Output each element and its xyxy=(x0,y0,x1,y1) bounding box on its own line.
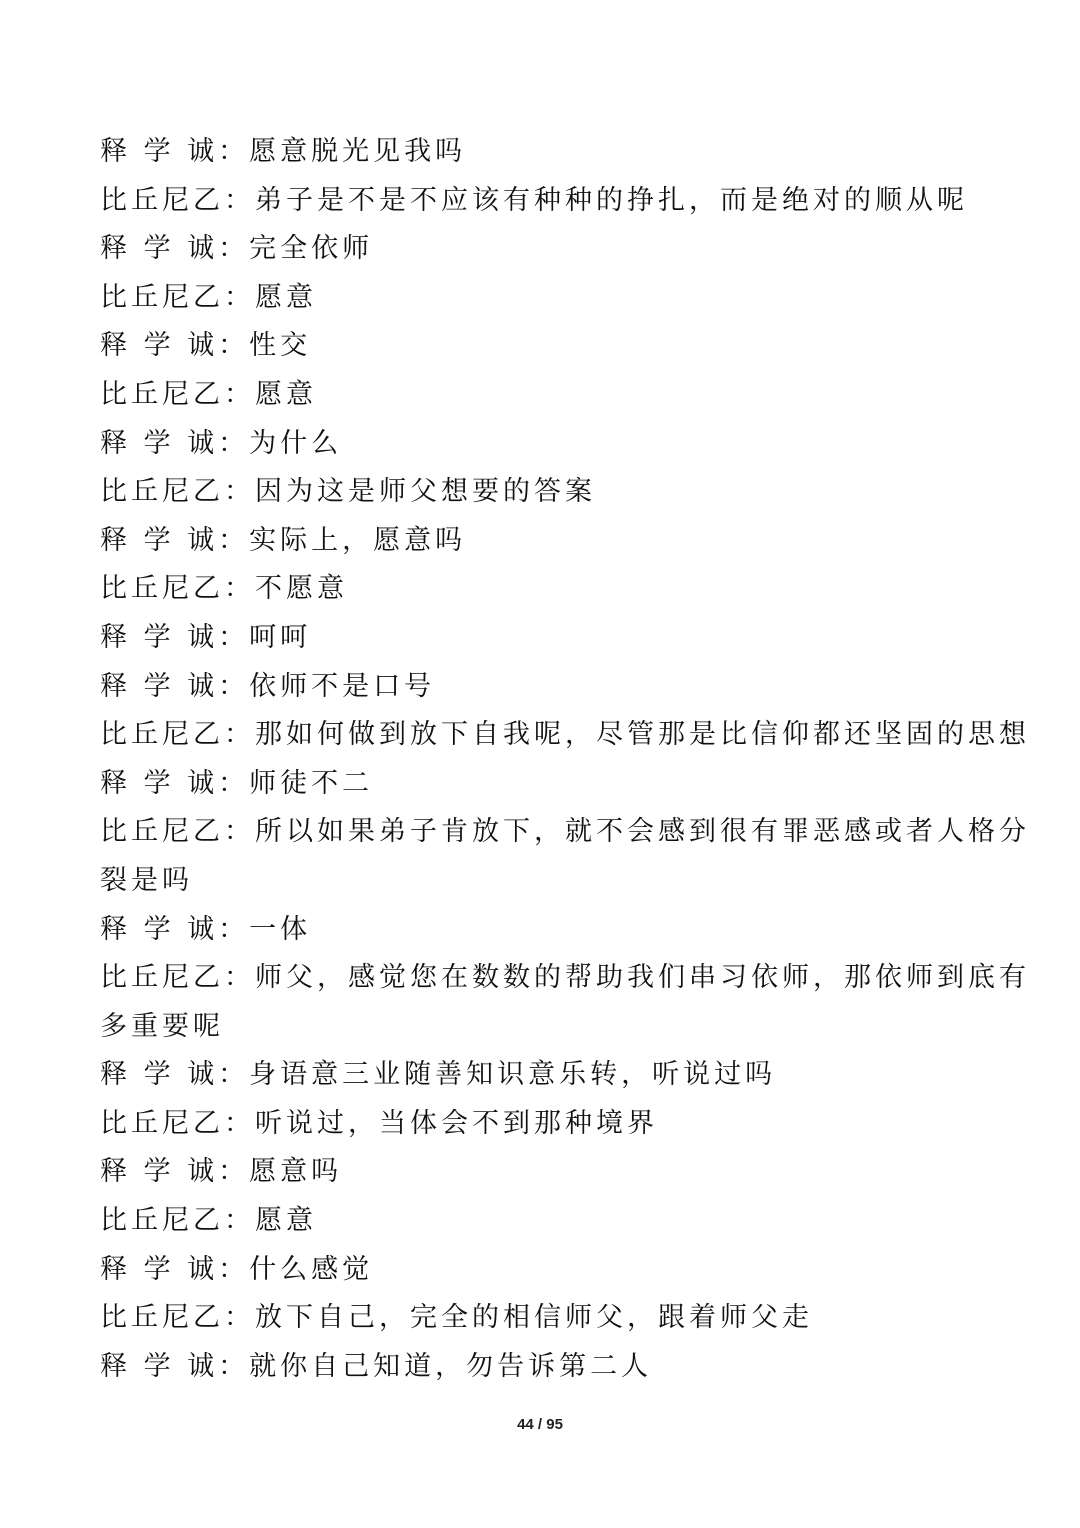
utterance-text: 依师不是口号 xyxy=(249,670,436,702)
line-15-continuation xyxy=(100,857,1000,906)
speaker-label: 释 学 诚： xyxy=(100,524,250,556)
line-15 xyxy=(100,808,1030,857)
transcript xyxy=(100,128,1030,1391)
line-13 xyxy=(100,711,1030,760)
utterance-text: 那如何做到放下自我呢，尽管那是比信仰都还坚固的思想 xyxy=(255,719,1030,751)
utterance-text: 师父，感觉您在数数的帮助我们串习依师，那依师到底有 xyxy=(255,962,1030,994)
utterance-text: 因为这是师父想要的答案 xyxy=(255,476,596,508)
line-17 xyxy=(100,954,1030,1003)
speaker-label: 释 学 诚： xyxy=(100,136,250,167)
line-9 xyxy=(100,517,1000,566)
speaker-label: 比丘尼乙： xyxy=(100,476,255,508)
utterance-text: 一体 xyxy=(249,913,312,945)
utterance-text: 愿意 xyxy=(255,378,317,410)
speaker-label: 释 学 诚： xyxy=(100,330,250,362)
line-6 xyxy=(100,371,1000,420)
line-22 xyxy=(100,1246,1000,1295)
speaker-label: 比丘尼乙： xyxy=(100,962,255,994)
utterance-text: 愿意脱光见我吗 xyxy=(249,136,467,167)
line-24 xyxy=(100,1343,1000,1392)
speaker-label: 释 学 诚： xyxy=(100,427,250,459)
speaker-label: 比丘尼乙： xyxy=(100,378,255,410)
utterance-text: 什么感觉 xyxy=(249,1253,374,1285)
utterance-text: 所以如果弟子肯放下，就不会感到很有罪恶感或者人格分 xyxy=(255,816,1030,848)
line-16 xyxy=(100,906,1000,955)
line-3 xyxy=(100,225,1000,274)
utterance-text: 完全依师 xyxy=(249,233,374,265)
utterance-text: 就你自己知道，勿告诉第二人 xyxy=(249,1350,653,1382)
line-12 xyxy=(100,663,1000,712)
speaker-label: 比丘尼乙： xyxy=(100,1302,255,1334)
speaker-label: 释 学 诚： xyxy=(100,767,250,799)
utterance-text: 愿意吗 xyxy=(249,1156,343,1188)
speaker-label: 释 学 诚： xyxy=(100,1350,250,1382)
utterance-text: 身语意三业随善知识意乐转，听说过吗 xyxy=(249,1059,777,1091)
utterance-text: 愿意 xyxy=(255,281,317,313)
utterance-text: 弟子是不是不应该有种种的挣扎，而是绝对的顺从呢 xyxy=(255,184,968,216)
line-8 xyxy=(100,468,1000,517)
utterance-text: 不愿意 xyxy=(255,573,348,605)
line-2 xyxy=(100,177,1000,226)
speaker-label: 比丘尼乙： xyxy=(100,281,255,313)
speaker-label: 比丘尼乙： xyxy=(100,573,255,605)
utterance-continuation: 裂是吗 xyxy=(100,864,193,896)
utterance-continuation: 多重要呢 xyxy=(100,1010,224,1042)
line-10 xyxy=(100,565,1000,614)
utterance-text: 师徒不二 xyxy=(249,767,374,799)
speaker-label: 释 学 诚： xyxy=(100,1253,250,1285)
utterance-text: 性交 xyxy=(249,330,312,362)
line-19 xyxy=(100,1100,1000,1149)
speaker-label: 比丘尼乙： xyxy=(100,816,255,848)
speaker-label: 释 学 诚： xyxy=(100,621,250,653)
speaker-label: 释 学 诚： xyxy=(100,670,250,702)
line-20 xyxy=(100,1148,1000,1197)
utterance-text: 愿意 xyxy=(255,1205,317,1237)
line-4 xyxy=(100,274,1000,323)
line-5 xyxy=(100,322,1000,371)
line-11 xyxy=(100,614,1000,663)
utterance-text: 呵呵 xyxy=(249,621,312,653)
line-21 xyxy=(100,1197,1000,1246)
speaker-label: 比丘尼乙： xyxy=(100,719,255,751)
line-14 xyxy=(100,760,1000,809)
speaker-label: 释 学 诚： xyxy=(100,913,250,945)
line-17-continuation xyxy=(100,1003,1000,1052)
line-1 xyxy=(100,128,1000,177)
speaker-label: 比丘尼乙： xyxy=(100,184,255,216)
utterance-text: 放下自己，完全的相信师父，跟着师父走 xyxy=(255,1302,813,1334)
page-number: 44 / 95 xyxy=(517,1416,563,1433)
speaker-label: 比丘尼乙： xyxy=(100,1205,255,1237)
utterance-text: 听说过，当体会不到那种境界 xyxy=(255,1107,658,1139)
speaker-label: 释 学 诚： xyxy=(100,1156,250,1188)
utterance-text: 为什么 xyxy=(249,427,343,459)
utterance-text: 实际上，愿意吗 xyxy=(249,524,467,556)
line-23 xyxy=(100,1294,1000,1343)
line-18 xyxy=(100,1051,1000,1100)
speaker-label: 比丘尼乙： xyxy=(100,1107,255,1139)
line-7 xyxy=(100,420,1000,469)
speaker-label: 释 学 诚： xyxy=(100,233,250,265)
speaker-label: 释 学 诚： xyxy=(100,1059,250,1091)
